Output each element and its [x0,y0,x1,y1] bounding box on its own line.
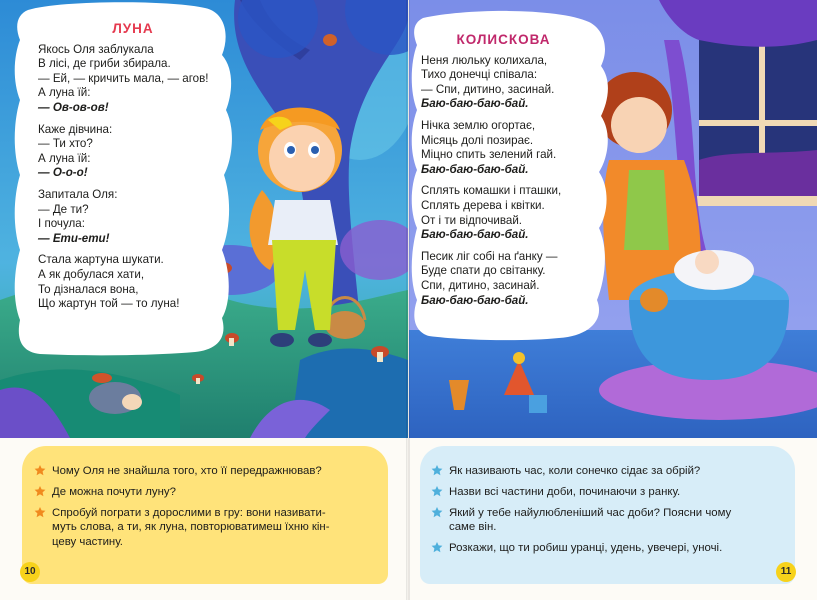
question-item [52,485,176,500]
question-text: Де можна почути луну? [52,485,176,498]
question-item [449,464,700,479]
poem-line: — Де ти? [38,202,89,216]
poem-line: Неня люльку колихала, [421,53,548,67]
poem-title: ЛУНА [112,21,154,36]
poem-luna [38,22,228,319]
stanza [421,250,586,308]
poem-line: Сплять дерева і квітки. [421,198,545,212]
question-text: саме він. [449,521,497,534]
page-number-left: 10 [20,562,40,582]
question-item [449,541,722,556]
right-page [409,0,817,600]
stanza [421,184,586,242]
poem-line: Міцно спить зелений гай. [421,148,557,162]
poem-stanzas [38,43,228,312]
stanza [38,188,228,246]
stanza [38,253,228,311]
question-text: Розкажи, що ти робиш уранці, удень, увечері, уночі. [449,542,723,555]
poem-line: Баю-баю-баю-бай. [421,97,529,111]
poem-line: Песик ліг собі на ґанку — [421,249,558,263]
question-item [52,506,330,550]
orange-star-bullet-icon [34,507,46,519]
poem-line: — Ей, — кричить мала, — агов! [38,71,209,85]
poem-line: От і ти відпочивай. [421,213,523,227]
poem-line: — Ти хто? [38,137,93,151]
question-item [449,485,680,500]
poem-line: Каже дівчина: [38,122,113,136]
page-number-right: 11 [776,562,796,582]
poem-line: Стала жартуна шукати. [38,253,164,267]
stanza [38,123,228,181]
poem-stanzas [421,54,586,309]
question-text: муть слова, а ти, як луна, повторюватимеш їхню кін- [52,521,330,534]
question-text: Як називають час, коли сонечко сідає за обрій? [449,465,701,477]
poem-line: — О-о-о! [38,166,88,180]
poem-line: Запитала Оля: [38,187,118,201]
poem-line: — Спи, дитино, засинай. [421,82,555,96]
poem-line: То дізналася вона, [38,282,139,296]
poem-line: Нічка землю огортає, [421,118,536,132]
orange-star-bullet-icon [431,507,443,519]
orange-star-bullet-icon [431,542,443,554]
orange-star-bullet-icon [34,465,46,477]
question-text: цеву частину. [52,536,123,549]
orange-star-bullet-icon [431,486,443,498]
poem-line: А луна їй: [38,86,91,100]
poem-line: Тихо донечці співала: [421,68,538,82]
poem-line: Баю-баю-баю-бай. [421,228,529,242]
poem-line: А як добулася хати, [38,267,145,281]
orange-star-bullet-icon [431,465,443,477]
stanza [421,54,586,112]
poem-line: Якось Оля заблукала [38,42,154,56]
poem-line: Баю-баю-баю-бай. [421,162,529,176]
question-text: Спробуй пограти з дорослими в гру: вони називати- [52,506,326,519]
poem-line: Сплять комашки і пташки, [421,184,562,198]
book-gutter [406,0,410,600]
poem-kolyskova [421,33,586,315]
question-item [449,506,731,536]
question-text: Назви всі частини доби, починаючи з ранку. [449,485,681,498]
poem-line: Баю-баю-баю-бай. [421,293,529,307]
poem-line: В лісі, де гриби збирала. [38,57,171,71]
stanza [421,119,586,177]
poem-line: Спи, дитино, засинай. [421,278,540,292]
poem-line: — Ов-ов-ов! [38,100,109,114]
poem-title: КОЛИСКОВА [456,32,551,47]
poem-line: Місяць долі позирає. [421,133,534,147]
poem-line: Буде спати до світанку. [421,264,546,278]
question-item [52,464,322,479]
question-text: Який у тебе найулюбленіший час доби? Поясни чому [449,506,732,519]
poem-line: А луна їй: [38,151,91,165]
orange-star-bullet-icon [34,486,46,498]
poem-line: І почула: [38,217,85,231]
question-text: Чому Оля не знайшла того, хто її передражнював? [52,465,322,477]
poem-line: — Ети-ети! [38,231,110,245]
stanza [38,43,228,116]
left-page [0,0,408,600]
poem-line: Що жартун той — то луна! [38,297,180,311]
